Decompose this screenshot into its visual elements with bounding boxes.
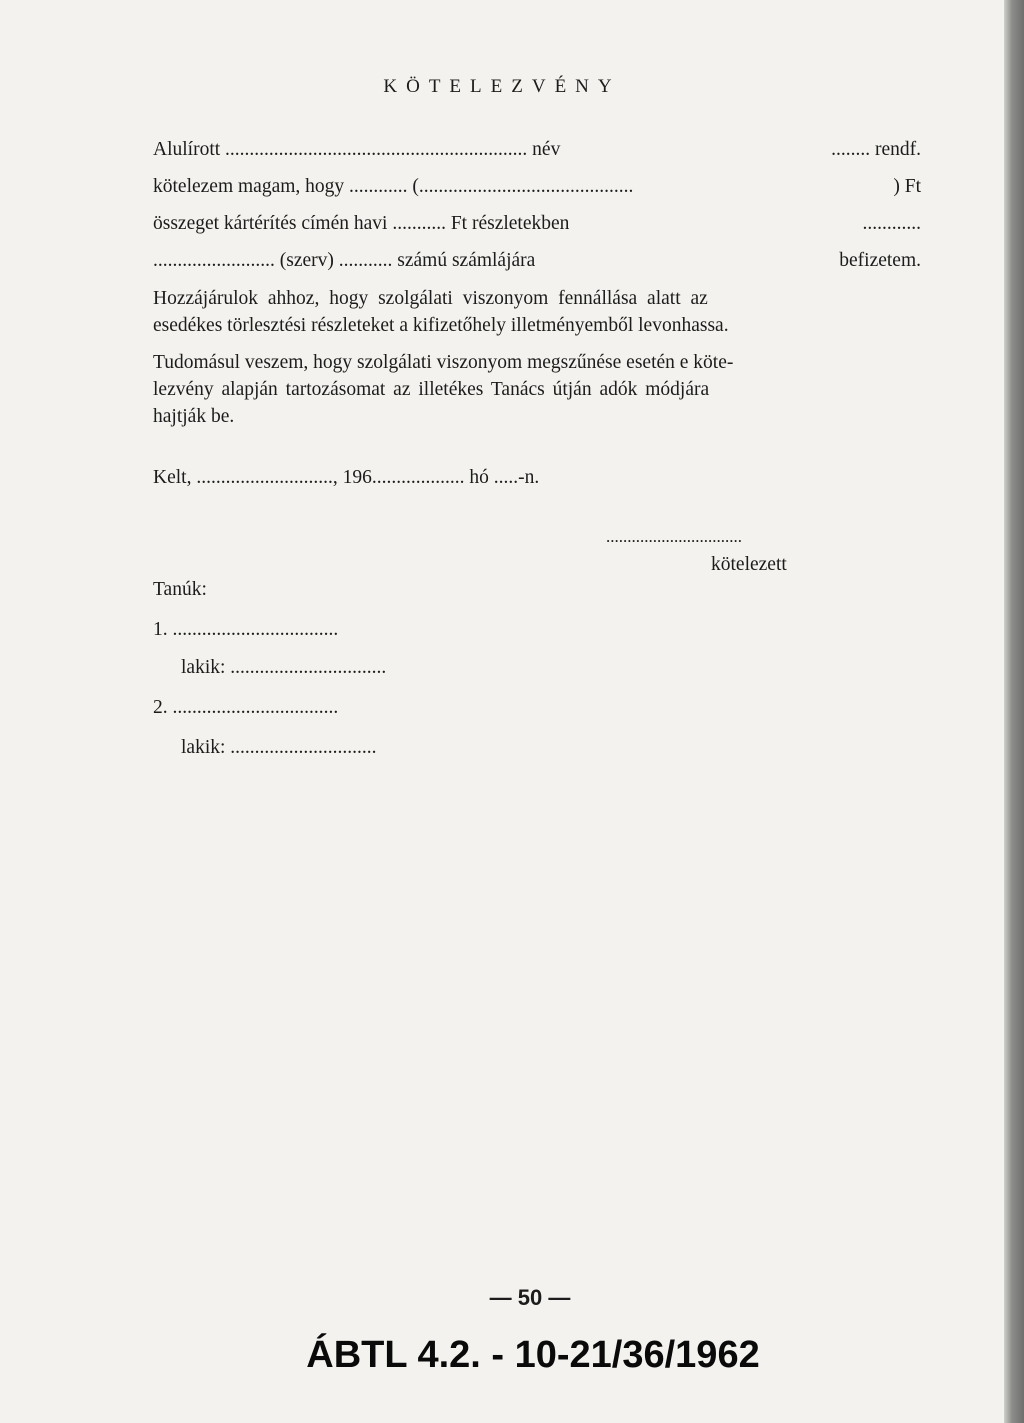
para1-line1: Hozzájárulok ahhoz, hogy szolgálati viszonyom fennállása alatt az [153, 288, 708, 309]
para1-line2: esedékes törlesztési részleteket a kifizetőhely illetményemből levonhassa. [153, 315, 729, 336]
line-kotelezem-right: ) Ft [893, 176, 921, 197]
witness-2-address: lakik: .............................. [181, 737, 377, 758]
signature-label: kötelezett [711, 554, 787, 575]
para2-line2: lezvény alapján tartozásomat az illetékes Tanács útján adók módjára [153, 379, 710, 400]
line-kotelezem-left: kötelezem magam, hogy ............ (............................................ [153, 176, 634, 197]
kelt-line: Kelt, ............................, 196................... hó .....-n. [153, 467, 540, 488]
line-alulirott [153, 140, 921, 160]
page-number: — 50 — [489, 1285, 571, 1310]
line-osszeget-right: ............ [862, 213, 921, 234]
line-alulirott-right: ........ rendf. [831, 139, 921, 160]
line-alulirott-left: Alulírott .............................................................. név [153, 139, 561, 160]
page-edge [1004, 0, 1024, 1423]
archive-reference: ÁBTL 4.2. - 10-21/36/1962 [306, 1334, 760, 1376]
para2-line3: hajtják be. [153, 406, 235, 427]
document-title: KÖTELEZVÉNY [383, 76, 621, 97]
witness-1: 1. .................................. [153, 619, 339, 640]
line-kotelezem [153, 177, 921, 197]
line-osszeget [153, 214, 921, 234]
line-szerv-right: befizetem. [839, 250, 921, 271]
witness-2: 2. .................................. [153, 697, 339, 718]
line-szerv-left: ......................... (szerv) ........... számú számlájára [153, 250, 536, 271]
para2-line1: Tudomásul veszem, hogy szolgálati viszonyom megszűnése esetén e köte- [153, 352, 734, 373]
witnesses-label: Tanúk: [153, 579, 207, 600]
signature-dots: ................................ [606, 527, 742, 546]
line-szerv [153, 251, 921, 271]
line-osszeget-left: összeget kártérítés címén havi ........... Ft részletekben [153, 213, 570, 234]
witness-1-address: lakik: ................................ [181, 657, 387, 678]
